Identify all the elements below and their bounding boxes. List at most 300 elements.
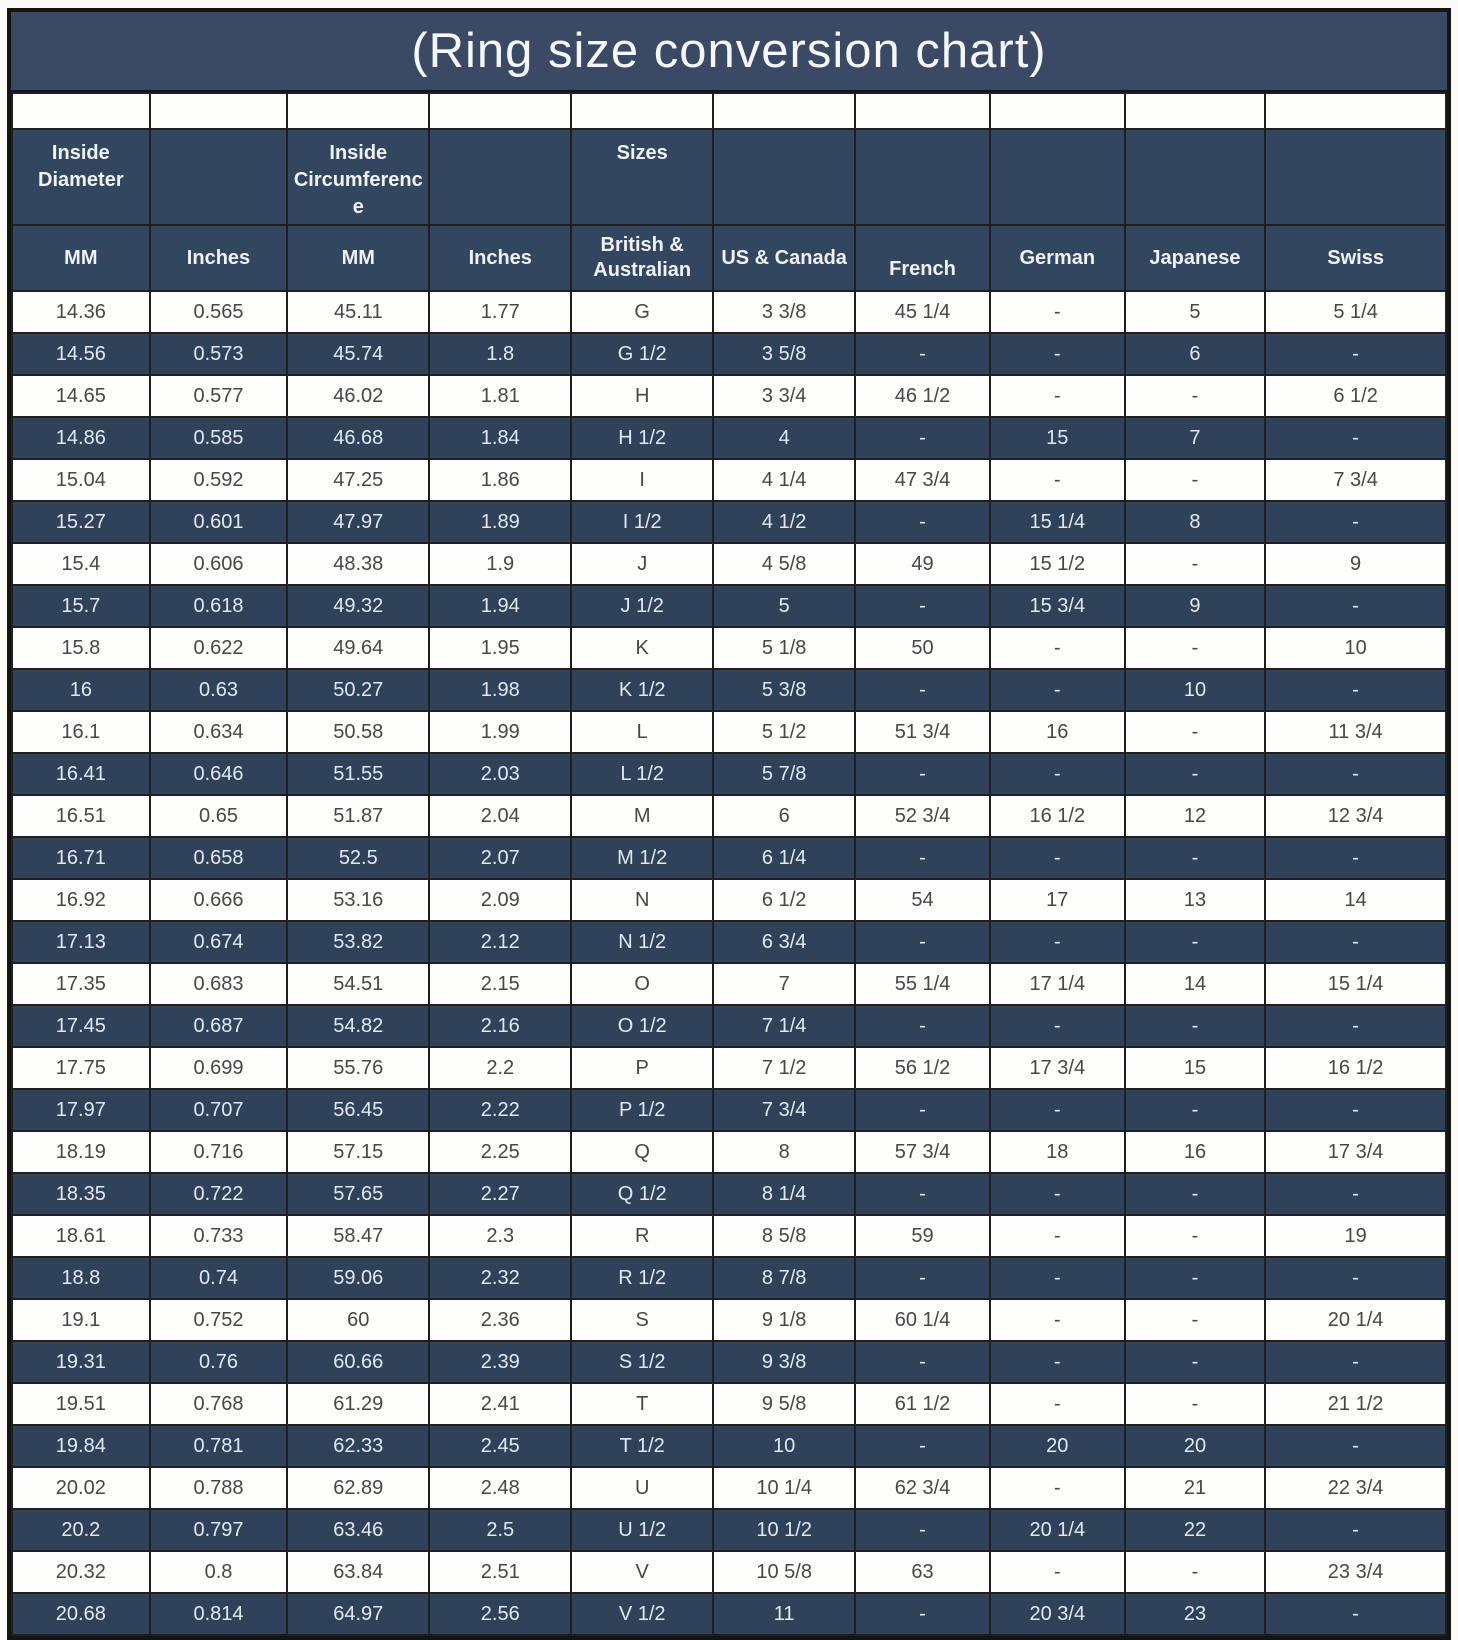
- table-cell: 6 1/2: [1265, 375, 1446, 417]
- table-cell: 0.699: [150, 1047, 288, 1089]
- table-cell: 18.19: [12, 1131, 150, 1173]
- group-header-cell: [1125, 129, 1266, 225]
- table-cell: 15: [990, 417, 1125, 459]
- table-cell: -: [855, 921, 990, 963]
- table-cell: -: [1125, 711, 1266, 753]
- table-cell: 0.63: [150, 669, 288, 711]
- table-cell: 0.622: [150, 627, 288, 669]
- table-cell: 12 3/4: [1265, 795, 1446, 837]
- table-cell: 4: [713, 417, 855, 459]
- table-cell: 2.39: [429, 1341, 571, 1383]
- table-cell: -: [855, 1089, 990, 1131]
- column-header-cell: Swiss: [1265, 225, 1446, 291]
- table-cell: 10 1/4: [713, 1467, 855, 1509]
- table-row: [12, 1299, 1446, 1341]
- table-cell: -: [1265, 333, 1446, 375]
- table-cell: 56 1/2: [855, 1047, 990, 1089]
- table-cell: 50: [855, 627, 990, 669]
- table-cell: -: [855, 501, 990, 543]
- table-cell: -: [855, 1341, 990, 1383]
- table-cell: -: [1125, 837, 1266, 879]
- table-cell: K 1/2: [571, 669, 713, 711]
- table-cell: 3 3/4: [713, 375, 855, 417]
- table-cell: 2.32: [429, 1257, 571, 1299]
- table-cell: 2.3: [429, 1215, 571, 1257]
- table-cell: 19.31: [12, 1341, 150, 1383]
- spacer-cell: [1265, 93, 1446, 129]
- table-cell: 5 1/4: [1265, 291, 1446, 333]
- table-row: [12, 1173, 1446, 1215]
- table-cell: -: [990, 627, 1125, 669]
- table-row: [12, 543, 1446, 585]
- table-cell: -: [855, 1005, 990, 1047]
- table-cell: 10: [1125, 669, 1266, 711]
- table-cell: 15: [1125, 1047, 1266, 1089]
- table-cell: 61 1/2: [855, 1383, 990, 1425]
- table-cell: 15.7: [12, 585, 150, 627]
- table-cell: 5: [713, 585, 855, 627]
- table-cell: U: [571, 1467, 713, 1509]
- table-cell: 16.41: [12, 753, 150, 795]
- table-cell: 0.577: [150, 375, 288, 417]
- table-cell: -: [1265, 1089, 1446, 1131]
- table-cell: 2.07: [429, 837, 571, 879]
- table-cell: 9 3/8: [713, 1341, 855, 1383]
- table-cell: U 1/2: [571, 1509, 713, 1551]
- table-cell: 2.56: [429, 1593, 571, 1635]
- table-cell: 0.65: [150, 795, 288, 837]
- column-header-cell: British & Australian: [571, 225, 713, 291]
- group-header-cell: [990, 129, 1125, 225]
- table-cell: -: [1125, 1089, 1266, 1131]
- table-cell: -: [990, 1551, 1125, 1593]
- table-cell: 16: [990, 711, 1125, 753]
- table-cell: 49: [855, 543, 990, 585]
- table-cell: 14: [1125, 963, 1266, 1005]
- table-row: [12, 1551, 1446, 1593]
- table-cell: 0.592: [150, 459, 288, 501]
- table-cell: -: [1265, 585, 1446, 627]
- table-cell: -: [1125, 753, 1266, 795]
- table-cell: 0.74: [150, 1257, 288, 1299]
- table-cell: -: [990, 837, 1125, 879]
- table-cell: -: [990, 1005, 1125, 1047]
- table-cell: 16 1/2: [1265, 1047, 1446, 1089]
- table-cell: 2.15: [429, 963, 571, 1005]
- table-cell: 0.716: [150, 1131, 288, 1173]
- table-body: [12, 291, 1446, 1635]
- spacer-cell: [1125, 93, 1266, 129]
- table-cell: 2.27: [429, 1173, 571, 1215]
- column-header-cell: US & Canada: [713, 225, 855, 291]
- table-cell: 4 1/2: [713, 501, 855, 543]
- table-cell: -: [855, 1257, 990, 1299]
- table-cell: -: [1265, 921, 1446, 963]
- table-cell: 3 3/8: [713, 291, 855, 333]
- table-cell: 1.9: [429, 543, 571, 585]
- table-cell: 0.674: [150, 921, 288, 963]
- table-cell: 12: [1125, 795, 1266, 837]
- table-cell: T: [571, 1383, 713, 1425]
- table-row: [12, 501, 1446, 543]
- group-header-cell: [429, 129, 571, 225]
- table-cell: 15.8: [12, 627, 150, 669]
- table-cell: 1.8: [429, 333, 571, 375]
- table-cell: 0.565: [150, 291, 288, 333]
- spacer-cell: [429, 93, 571, 129]
- chart-title: (Ring size conversion chart): [411, 24, 1047, 78]
- table-cell: 4 5/8: [713, 543, 855, 585]
- table-cell: 0.814: [150, 1593, 288, 1635]
- table-cell: O 1/2: [571, 1005, 713, 1047]
- table-cell: L: [571, 711, 713, 753]
- table-cell: 3 5/8: [713, 333, 855, 375]
- table-cell: 8: [713, 1131, 855, 1173]
- table-cell: -: [1265, 1425, 1446, 1467]
- table-cell: 17.35: [12, 963, 150, 1005]
- table-cell: -: [855, 753, 990, 795]
- table-cell: -: [990, 459, 1125, 501]
- table-cell: 23: [1125, 1593, 1266, 1635]
- table-row: [12, 627, 1446, 669]
- table-cell: 55.76: [287, 1047, 429, 1089]
- table-cell: 17.97: [12, 1089, 150, 1131]
- table-cell: 14.86: [12, 417, 150, 459]
- table-cell: 55 1/4: [855, 963, 990, 1005]
- table-cell: 2.2: [429, 1047, 571, 1089]
- spacer-cell: [287, 93, 429, 129]
- table-cell: 63: [855, 1551, 990, 1593]
- table-cell: 52.5: [287, 837, 429, 879]
- table-cell: -: [990, 291, 1125, 333]
- table-cell: 46.02: [287, 375, 429, 417]
- table-cell: 2.03: [429, 753, 571, 795]
- table-cell: 16 1/2: [990, 795, 1125, 837]
- table-cell: 0.788: [150, 1467, 288, 1509]
- table-cell: P: [571, 1047, 713, 1089]
- table-cell: 2.41: [429, 1383, 571, 1425]
- table-cell: 1.94: [429, 585, 571, 627]
- table-cell: 1.81: [429, 375, 571, 417]
- spacer-cell: [990, 93, 1125, 129]
- table-cell: 7: [1125, 417, 1266, 459]
- table-cell: 0.768: [150, 1383, 288, 1425]
- table-cell: 21 1/2: [1265, 1383, 1446, 1425]
- table-cell: -: [855, 1173, 990, 1215]
- column-header-cell: French: [855, 225, 990, 291]
- spacer-cell: [571, 93, 713, 129]
- table-cell: 8: [1125, 501, 1266, 543]
- spacer-cell: [12, 93, 150, 129]
- table-row: [12, 753, 1446, 795]
- table-cell: 60.66: [287, 1341, 429, 1383]
- table-cell: 21: [1125, 1467, 1266, 1509]
- table-cell: -: [1125, 627, 1266, 669]
- table-cell: -: [855, 417, 990, 459]
- table-cell: -: [1125, 921, 1266, 963]
- table-cell: 2.25: [429, 1131, 571, 1173]
- table-cell: 22 3/4: [1265, 1467, 1446, 1509]
- ring-size-table: [11, 92, 1447, 1636]
- table-row: [12, 795, 1446, 837]
- table-cell: -: [990, 921, 1125, 963]
- table-cell: H: [571, 375, 713, 417]
- spacer-cell: [713, 93, 855, 129]
- table-cell: 20.02: [12, 1467, 150, 1509]
- table-cell: 0.733: [150, 1215, 288, 1257]
- table-cell: M 1/2: [571, 837, 713, 879]
- table-cell: -: [990, 1173, 1125, 1215]
- spacer-cell: [855, 93, 990, 129]
- column-header-cell: MM: [287, 225, 429, 291]
- table-cell: 15 1/4: [990, 501, 1125, 543]
- table-cell: 1.99: [429, 711, 571, 753]
- table-cell: 57.65: [287, 1173, 429, 1215]
- table-cell: R 1/2: [571, 1257, 713, 1299]
- table-cell: 8 1/4: [713, 1173, 855, 1215]
- table-cell: -: [990, 1089, 1125, 1131]
- table-cell: 59: [855, 1215, 990, 1257]
- table-cell: 0.752: [150, 1299, 288, 1341]
- table-cell: 16.1: [12, 711, 150, 753]
- table-cell: 1.77: [429, 291, 571, 333]
- table-cell: L 1/2: [571, 753, 713, 795]
- table-cell: 7 1/2: [713, 1047, 855, 1089]
- table-cell: 17 3/4: [1265, 1131, 1446, 1173]
- table-row: [12, 669, 1446, 711]
- table-cell: 15.27: [12, 501, 150, 543]
- table-cell: -: [990, 1341, 1125, 1383]
- table-cell: 0.634: [150, 711, 288, 753]
- column-header-cell: Inches: [150, 225, 288, 291]
- group-header-row: [12, 129, 1446, 225]
- table-cell: 13: [1125, 879, 1266, 921]
- table-cell: 0.8: [150, 1551, 288, 1593]
- table-cell: 0.687: [150, 1005, 288, 1047]
- table-cell: 51 3/4: [855, 711, 990, 753]
- column-header-row: [12, 225, 1446, 291]
- table-cell: 60 1/4: [855, 1299, 990, 1341]
- table-cell: -: [1265, 1005, 1446, 1047]
- table-cell: 1.84: [429, 417, 571, 459]
- table-cell: -: [1265, 753, 1446, 795]
- table-cell: S 1/2: [571, 1341, 713, 1383]
- table-cell: 2.36: [429, 1299, 571, 1341]
- table-cell: J: [571, 543, 713, 585]
- group-header-cell: Inside Circumference: [287, 129, 429, 225]
- table-cell: 8 5/8: [713, 1215, 855, 1257]
- table-row: [12, 1005, 1446, 1047]
- table-cell: 62 3/4: [855, 1467, 990, 1509]
- table-cell: 2.16: [429, 1005, 571, 1047]
- table-cell: -: [1125, 1173, 1266, 1215]
- table-cell: 2.22: [429, 1089, 571, 1131]
- table-cell: 1.86: [429, 459, 571, 501]
- table-cell: 0.606: [150, 543, 288, 585]
- table-cell: -: [990, 1299, 1125, 1341]
- table-cell: T 1/2: [571, 1425, 713, 1467]
- table-cell: 2.04: [429, 795, 571, 837]
- table-cell: G: [571, 291, 713, 333]
- table-cell: 18.61: [12, 1215, 150, 1257]
- table-cell: -: [1125, 543, 1266, 585]
- table-cell: 0.658: [150, 837, 288, 879]
- table-cell: 49.64: [287, 627, 429, 669]
- table-cell: 16.71: [12, 837, 150, 879]
- table-cell: 2.12: [429, 921, 571, 963]
- table-row: [12, 1047, 1446, 1089]
- table-cell: 15 1/2: [990, 543, 1125, 585]
- table-cell: 62.89: [287, 1467, 429, 1509]
- table-cell: -: [1265, 1257, 1446, 1299]
- table-cell: -: [1125, 1215, 1266, 1257]
- table-cell: 50.58: [287, 711, 429, 753]
- table-cell: 7 3/4: [713, 1089, 855, 1131]
- table-cell: V 1/2: [571, 1593, 713, 1635]
- table-cell: 50.27: [287, 669, 429, 711]
- table-cell: 17.75: [12, 1047, 150, 1089]
- table-cell: 59.06: [287, 1257, 429, 1299]
- table-cell: 0.666: [150, 879, 288, 921]
- table-cell: 10: [1265, 627, 1446, 669]
- table-cell: N 1/2: [571, 921, 713, 963]
- table-cell: -: [1265, 669, 1446, 711]
- table-cell: O: [571, 963, 713, 1005]
- table-cell: -: [1265, 1593, 1446, 1635]
- table-cell: 6: [1125, 333, 1266, 375]
- table-row: [12, 1257, 1446, 1299]
- table-cell: 10 5/8: [713, 1551, 855, 1593]
- table-row: [12, 1089, 1446, 1131]
- table-cell: 20 1/4: [1265, 1299, 1446, 1341]
- table-row: [12, 711, 1446, 753]
- table-cell: -: [990, 753, 1125, 795]
- table-cell: 17 3/4: [990, 1047, 1125, 1089]
- table-cell: 0.781: [150, 1425, 288, 1467]
- table-cell: 57.15: [287, 1131, 429, 1173]
- column-header-cell: Inches: [429, 225, 571, 291]
- table-row: [12, 375, 1446, 417]
- table-cell: 14.65: [12, 375, 150, 417]
- table-cell: 5 7/8: [713, 753, 855, 795]
- table-cell: 54: [855, 879, 990, 921]
- table-cell: 7 3/4: [1265, 459, 1446, 501]
- table-cell: 19.51: [12, 1383, 150, 1425]
- group-header-cell: Inside Diameter: [12, 129, 150, 225]
- table-cell: 16: [1125, 1131, 1266, 1173]
- table-cell: 14: [1265, 879, 1446, 921]
- group-header-cell: [855, 129, 990, 225]
- table-row: [12, 459, 1446, 501]
- table-cell: 10: [713, 1425, 855, 1467]
- table-cell: 1.89: [429, 501, 571, 543]
- table-cell: 20: [1125, 1425, 1266, 1467]
- table-cell: 52 3/4: [855, 795, 990, 837]
- table-cell: 18: [990, 1131, 1125, 1173]
- table-cell: 54.82: [287, 1005, 429, 1047]
- group-header-cell: Sizes: [571, 129, 713, 225]
- table-cell: 14.36: [12, 291, 150, 333]
- table-cell: 17.45: [12, 1005, 150, 1047]
- table-cell: 7 1/4: [713, 1005, 855, 1047]
- table-cell: 1.98: [429, 669, 571, 711]
- table-cell: -: [1125, 1005, 1266, 1047]
- table-cell: 45.11: [287, 291, 429, 333]
- table-cell: -: [1265, 1341, 1446, 1383]
- table-cell: 20: [990, 1425, 1125, 1467]
- table-cell: 6 1/2: [713, 879, 855, 921]
- table-cell: 16.51: [12, 795, 150, 837]
- table-cell: G 1/2: [571, 333, 713, 375]
- table-cell: 51.87: [287, 795, 429, 837]
- table-cell: -: [855, 669, 990, 711]
- column-header-cell: German: [990, 225, 1125, 291]
- table-cell: 62.33: [287, 1425, 429, 1467]
- table-row: [12, 921, 1446, 963]
- table-cell: 19.84: [12, 1425, 150, 1467]
- table-cell: 15 3/4: [990, 585, 1125, 627]
- table-cell: R: [571, 1215, 713, 1257]
- table-cell: M: [571, 795, 713, 837]
- table-cell: -: [855, 837, 990, 879]
- table-cell: 15.04: [12, 459, 150, 501]
- table-cell: -: [990, 375, 1125, 417]
- table-cell: -: [1125, 1551, 1266, 1593]
- table-cell: 9: [1265, 543, 1446, 585]
- table-cell: 5: [1125, 291, 1266, 333]
- table-cell: 5 1/2: [713, 711, 855, 753]
- table-cell: 6: [713, 795, 855, 837]
- column-header-cell: Japanese: [1125, 225, 1266, 291]
- table-cell: 17: [990, 879, 1125, 921]
- spacer-row: [12, 93, 1446, 129]
- table-row: [12, 333, 1446, 375]
- table-cell: -: [1125, 1341, 1266, 1383]
- table-cell: -: [990, 333, 1125, 375]
- table-cell: -: [990, 1215, 1125, 1257]
- table-cell: 6 3/4: [713, 921, 855, 963]
- table-cell: 2.48: [429, 1467, 571, 1509]
- table-cell: 46 1/2: [855, 375, 990, 417]
- table-cell: 63.46: [287, 1509, 429, 1551]
- table-cell: 1.95: [429, 627, 571, 669]
- table-row: [12, 1341, 1446, 1383]
- table-row: [12, 417, 1446, 459]
- table-cell: -: [1265, 1509, 1446, 1551]
- table-cell: N: [571, 879, 713, 921]
- table-cell: I 1/2: [571, 501, 713, 543]
- table-cell: 0.797: [150, 1509, 288, 1551]
- table-row: [12, 1467, 1446, 1509]
- table-cell: 11 3/4: [1265, 711, 1446, 753]
- ring-size-conversion-chart: [7, 8, 1451, 1640]
- table-row: [12, 1131, 1446, 1173]
- table-cell: 9 1/8: [713, 1299, 855, 1341]
- table-cell: 0.646: [150, 753, 288, 795]
- table-cell: P 1/2: [571, 1089, 713, 1131]
- table-cell: 19: [1265, 1215, 1446, 1257]
- table-cell: 0.683: [150, 963, 288, 1005]
- table-cell: 0.707: [150, 1089, 288, 1131]
- table-cell: K: [571, 627, 713, 669]
- table-cell: -: [855, 585, 990, 627]
- table-cell: 0.585: [150, 417, 288, 459]
- table-row: [12, 1425, 1446, 1467]
- table-cell: 23 3/4: [1265, 1551, 1446, 1593]
- table-cell: Q 1/2: [571, 1173, 713, 1215]
- table-cell: -: [1125, 375, 1266, 417]
- table-cell: 15.4: [12, 543, 150, 585]
